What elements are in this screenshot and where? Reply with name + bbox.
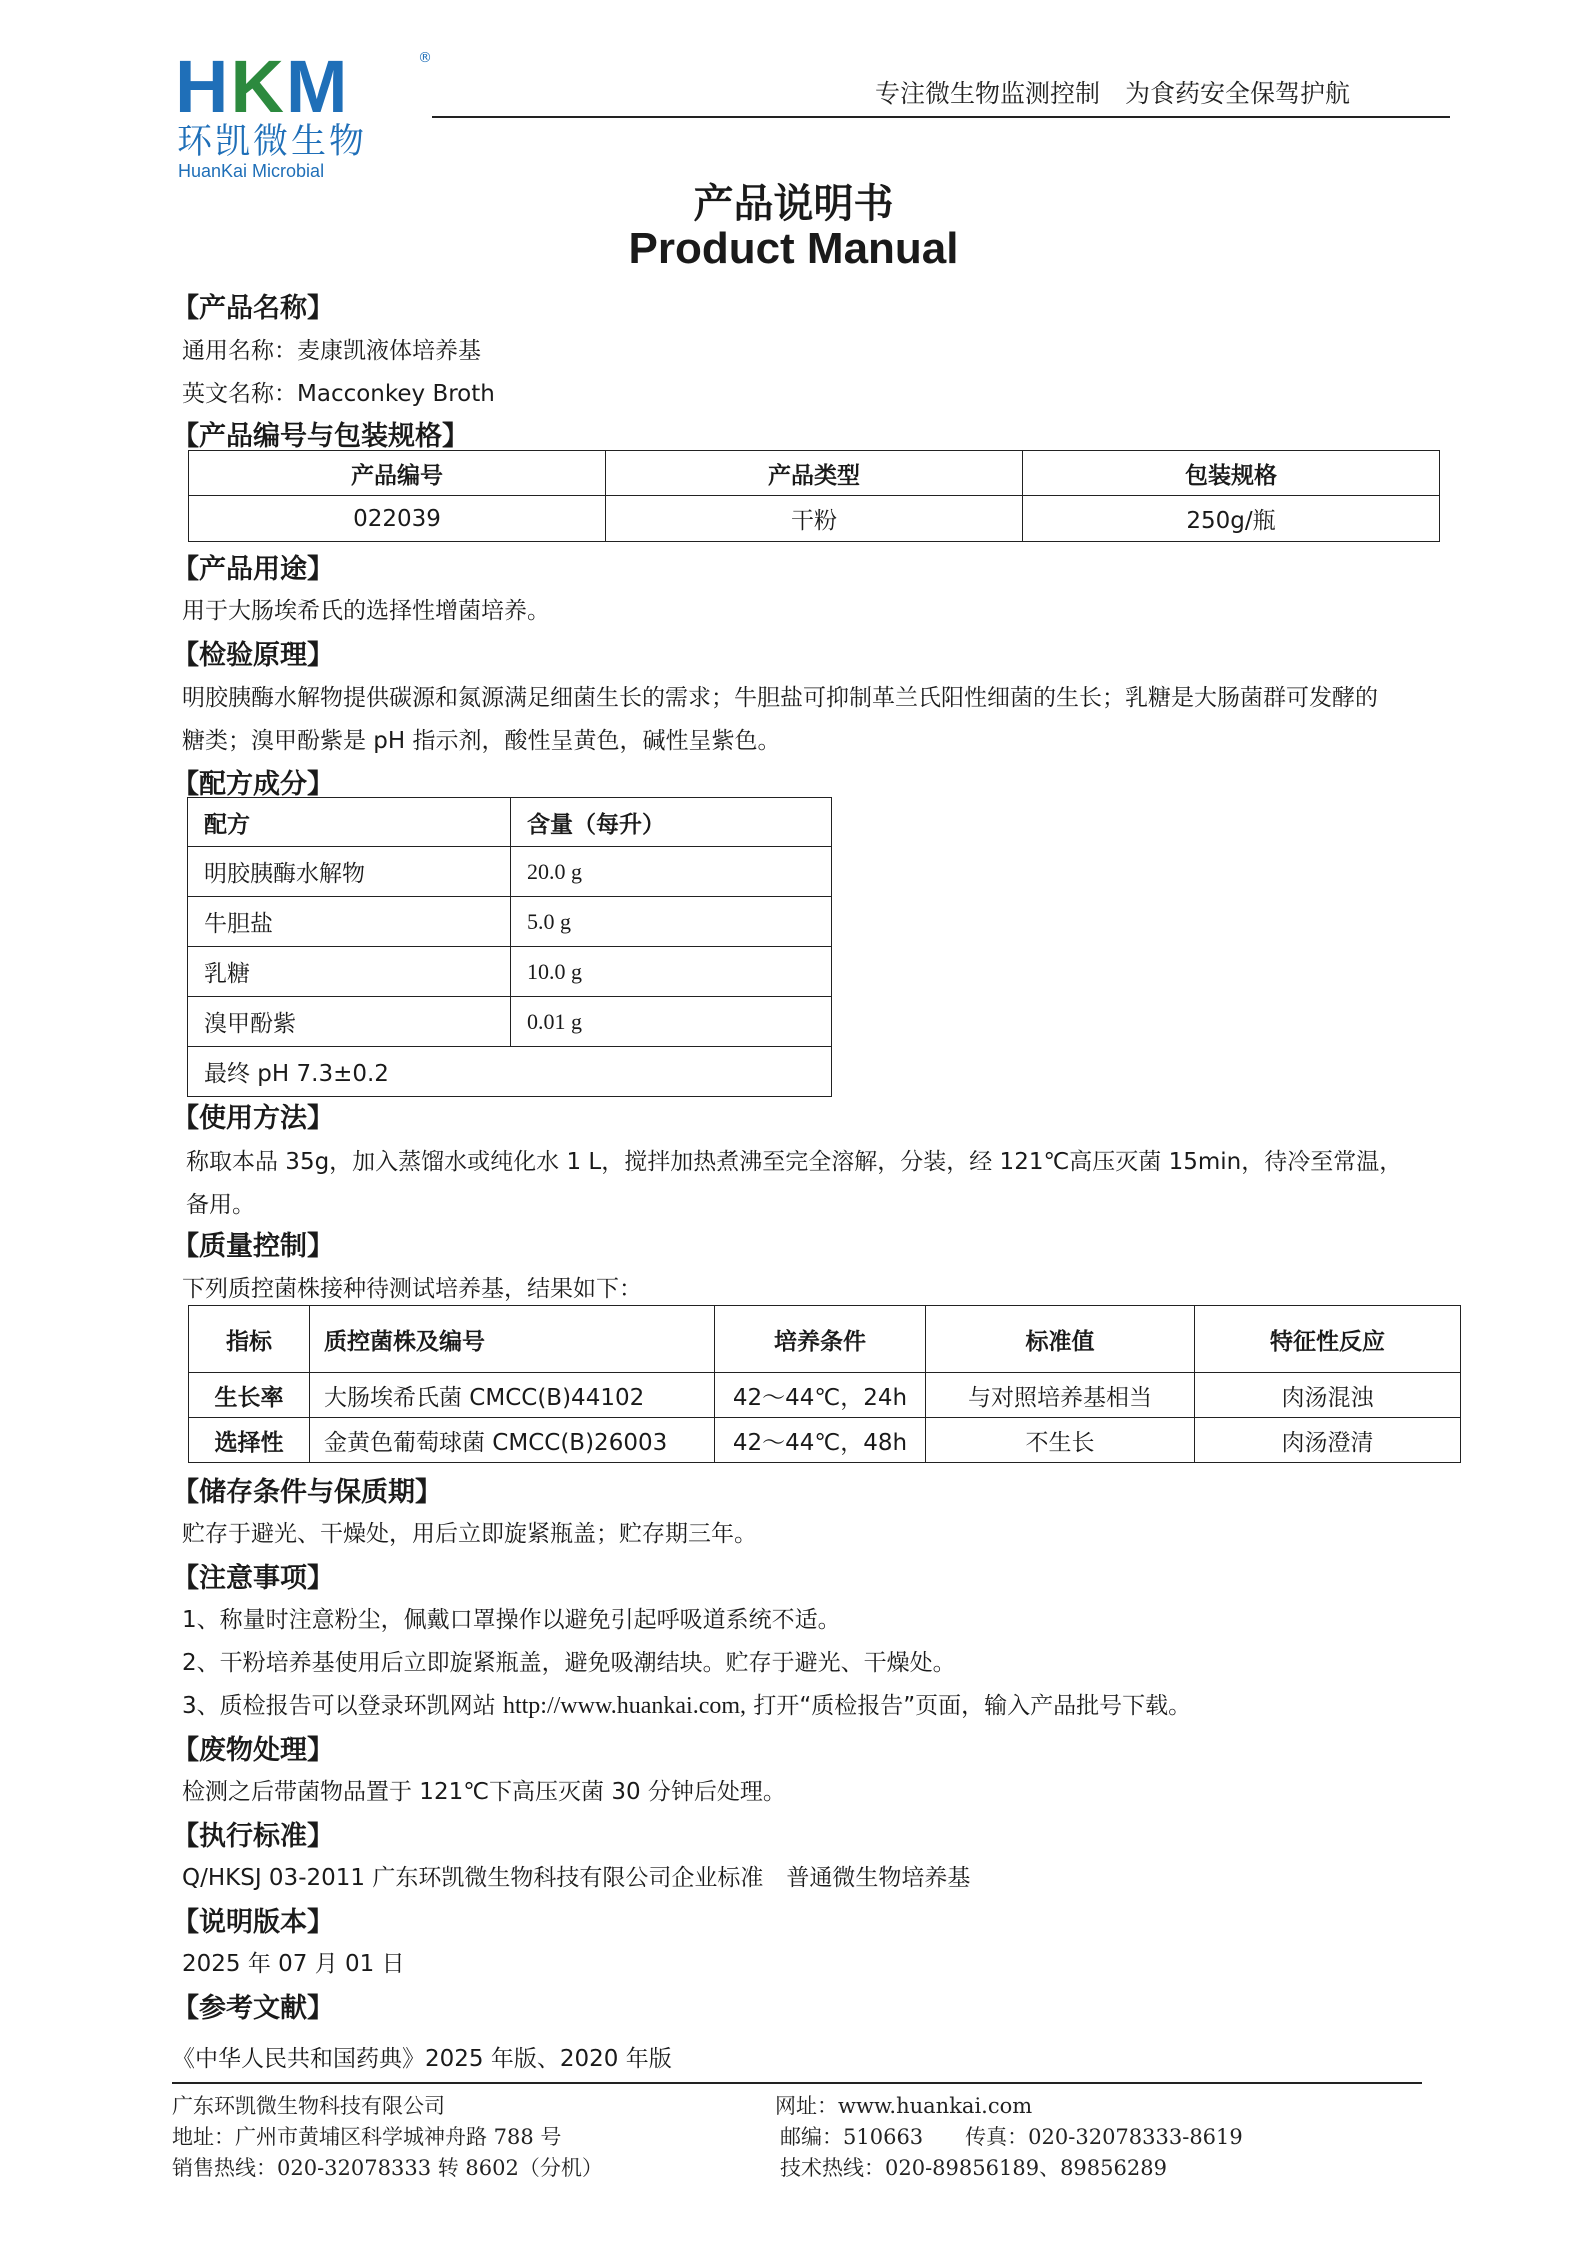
ingredient-name: 明胶胰酶水解物 — [188, 847, 511, 897]
header-cell: 特征性反应 — [1195, 1306, 1461, 1373]
qc-strain: 大肠埃希氏菌 CMCC(B)44102 — [310, 1373, 715, 1418]
table-header-row — [189, 1306, 1461, 1373]
table-row — [188, 1047, 832, 1097]
heading-qc: 【质量控制】 — [172, 1231, 334, 1262]
qc-standard: 不生长 — [926, 1418, 1195, 1463]
ingredient-name: 溴甲酚紫 — [188, 997, 511, 1047]
qc-standard: 与对照培养基相当 — [926, 1373, 1195, 1418]
table-row — [188, 897, 832, 947]
header-cell: 产品编号 — [189, 451, 606, 496]
header-cell: 含量（每升） — [511, 798, 832, 847]
qc-strain: 金黄色葡萄球菌 CMCC(B)26003 — [310, 1418, 715, 1463]
note-item-3 — [182, 1687, 1191, 1720]
footer-sales-hotline: 销售热线：020-32078333 转 8602（分机） — [172, 2156, 603, 2180]
ingredient-amount: 5.0 g — [511, 897, 832, 947]
generic-name: 通用名称：麦康凯液体培养基 — [182, 338, 481, 364]
qc-reaction: 肉汤澄清 — [1195, 1418, 1461, 1463]
heading-waste: 【废物处理】 — [172, 1735, 334, 1766]
table-row — [188, 947, 832, 997]
qc-reaction: 肉汤混浊 — [1195, 1373, 1461, 1418]
title-chinese: 产品说明书 — [693, 181, 894, 227]
company-logo — [175, 45, 432, 181]
footer-company: 广东环凯微生物科技有限公司 — [172, 2094, 445, 2118]
storage-text: 贮存于避光、干燥处，用后立即旋紧瓶盖；贮存期三年。 — [182, 1521, 757, 1547]
waste-text: 检测之后带菌物品置于 121℃下高压灭菌 30 分钟后处理。 — [182, 1779, 786, 1805]
version-text: 2025 年 07 月 01 日 — [182, 1951, 405, 1977]
footer-postcode-fax: 邮编：510663 传真：020-32078333-8619 — [780, 2125, 1243, 2149]
package-table — [188, 450, 1440, 542]
product-type: 干粉 — [606, 496, 1023, 542]
table-row — [189, 1373, 1461, 1418]
logo-english-name: HuanKai Microbial — [178, 161, 325, 181]
table-header-row — [188, 798, 832, 847]
heading-product-name: 【产品名称】 — [172, 293, 334, 324]
heading-standard: 【执行标准】 — [172, 1821, 334, 1852]
registered-mark: ® — [418, 50, 432, 66]
ingredient-amount: 0.01 g — [511, 997, 832, 1047]
ingredient-name: 牛胆盐 — [188, 897, 511, 947]
product-code: 022039 — [189, 496, 606, 542]
heading-formula: 【配方成分】 — [172, 769, 334, 800]
website-link[interactable]: http://www.huankai.com, — [502, 1693, 747, 1719]
english-name: 英文名称：Macconkey Broth — [182, 381, 495, 407]
table-row — [189, 496, 1440, 542]
qc-indicator: 生长率 — [189, 1373, 310, 1418]
header-cell: 培养条件 — [715, 1306, 926, 1373]
reference-text: 《中华人民共和国药典》2025 年版、2020 年版 — [172, 2046, 672, 2072]
title-english: Product Manual — [628, 224, 959, 273]
header-cell: 包装规格 — [1023, 451, 1440, 496]
note-item-3-prefix: 3、质检报告可以登录环凯网站 — [182, 1693, 496, 1719]
footer-address: 地址：广州市黄埔区科学城神舟路 788 号 — [172, 2125, 562, 2149]
formula-table — [187, 797, 832, 1097]
heading-notes: 【注意事项】 — [172, 1563, 334, 1594]
heading-principle: 【检验原理】 — [172, 640, 334, 671]
heading-reference: 【参考文献】 — [172, 1993, 334, 2024]
final-ph: 最终 pH 7.3±0.2 — [188, 1047, 832, 1097]
logo-chinese-name: 环凯微生物 — [177, 122, 368, 162]
qc-table — [188, 1305, 1461, 1463]
heading-storage: 【储存条件与保质期】 — [172, 1477, 442, 1508]
heading-use: 【产品用途】 — [172, 554, 334, 585]
header-divider — [432, 116, 1450, 118]
method-line-2: 备用。 — [186, 1192, 255, 1218]
header-cell: 标准值 — [926, 1306, 1195, 1373]
footer-divider — [172, 2082, 1422, 2084]
qc-intro: 下列质控菌株接种待测试培养基，结果如下： — [182, 1276, 642, 1302]
standard-text: Q/HKSJ 03-2011 广东环凯微生物科技有限公司企业标准 普通微生物培养基 — [182, 1865, 971, 1891]
principle-line-1: 明胶胰酶水解物提供碳源和氮源满足细菌生长的需求；牛胆盐可抑制革兰氏阳性细菌的生长；乳糖是大肠菌群可发酵的 — [182, 685, 1378, 711]
ingredient-amount: 10.0 g — [511, 947, 832, 997]
header-cell: 产品类型 — [606, 451, 1023, 496]
use-text: 用于大肠埃希氏的选择性增菌培养。 — [182, 598, 550, 624]
header-cell: 质控菌株及编号 — [310, 1306, 715, 1373]
ingredient-amount: 20.0 g — [511, 847, 832, 897]
logo-wordmark: HKM — [175, 45, 350, 128]
note-item: 2、干粉培养基使用后立即旋紧瓶盖，避免吸潮结块。贮存于避光、干燥处。 — [182, 1650, 956, 1676]
note-item-3-suffix: 打开“质检报告”页面，输入产品批号下载。 — [753, 1693, 1192, 1719]
table-row — [188, 997, 832, 1047]
note-item: 1、称量时注意粉尘，佩戴口罩操作以避免引起呼吸道系统不适。 — [182, 1607, 841, 1633]
principle-line-2: 糖类；溴甲酚紫是 pH 指示剂，酸性呈黄色，碱性呈紫色。 — [182, 728, 781, 754]
table-row — [189, 1418, 1461, 1463]
package-size: 250g/瓶 — [1023, 496, 1440, 542]
table-row — [188, 847, 832, 897]
qc-indicator: 选择性 — [189, 1418, 310, 1463]
header-slogan: 专注微生物监测控制 为食药安全保驾护航 — [875, 79, 1351, 108]
qc-condition: 42～44℃，24h — [715, 1373, 926, 1418]
heading-package: 【产品编号与包装规格】 — [172, 421, 469, 452]
method-line-1: 称取本品 35g，加入蒸馏水或纯化水 1 L，搅拌加热煮沸至完全溶解，分装，经 121℃高压灭菌 15min，待冷至常温， — [186, 1149, 1403, 1175]
header-cell: 配方 — [188, 798, 511, 847]
table-header-row — [189, 451, 1440, 496]
heading-version: 【说明版本】 — [172, 1907, 334, 1938]
header-cell: 指标 — [189, 1306, 310, 1373]
heading-method: 【使用方法】 — [172, 1103, 334, 1134]
qc-condition: 42～44℃，48h — [715, 1418, 926, 1463]
footer-website[interactable]: 网址：www.huankai.com — [775, 2094, 1033, 2118]
footer-tech-hotline: 技术热线：020-89856189、89856289 — [780, 2156, 1167, 2180]
ingredient-name: 乳糖 — [188, 947, 511, 997]
